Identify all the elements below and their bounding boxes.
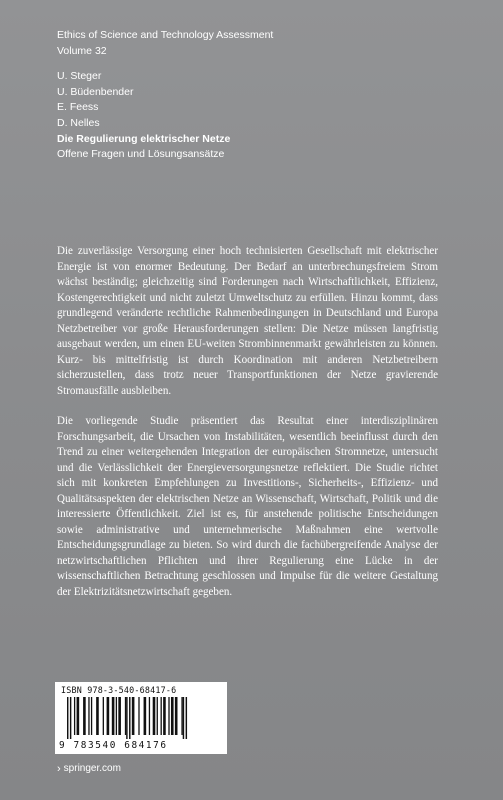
barcode-bar (149, 697, 150, 735)
barcode-bar (116, 697, 117, 735)
isbn-barcode (55, 682, 227, 754)
blurb-paragraph-1: Die zuverlässige Versorgung einer hoch technisierten Gesellschaft mit elektrischer Energie ist von enormer Bedeutung. Der Bedarf an unterbrechungsfreiem Strom wächst beständig; gleichzeitig sind Forderungen nach Wirtschaftlichkeit, Effizienz, Kostengerechtigkeit und nicht zuletzt Umweltschutz zu erfüllen. Hinzu kommt, dass grundlegend veränderte rechtliche Rahmenbedingungen in Deutschland und Europa Netzbetreiber vor große Herausforderungen stellen: Die Netze müssen langfristig ausgebaut werden, um einen EU-weiten Strombinnenmarkt gewährleisten zu können. Kurz- bis mittelfristig ist durch Koordination mit anderen Netzbetreibern sicherzustellen, dass trotz neuer Transportfunktionen der Netze gravierende Stromausfälle ausbleiben. (57, 245, 438, 397)
isbn-label: ISBN 978-3-540-68417-6 (61, 685, 177, 695)
blurb-paragraph-2: Die vorliegende Studie präsentiert das Resultat einer interdisziplinären Forschungsarbeit, die Ursachen von Instabilitäten, wesentlich beeinflusst durch den Trend zu einer weitergehenden Integration der europäischen Stromnetze, untersucht und die Verlässlichkeit der Energieversorgungsnetze reflektiert. Die Studie richtet sich mit konkreten Empfehlungen zu Investitions-, Sicherheits-, Effizienz- und Qualitätsaspekten der elektrischen Netze an Wissenschaft, Wirtschaft, Politik und die interessierte Öffentlichkeit. Ziel ist es, für anstehende politische Entscheidungen sowie administrative und unternehmerische Maßnahmen eine wertvolle Entscheidungsgrundlage zu bieten. So wird durch die fachübergreifende Analyse der netzwirtschaftlichen Pflichten und ihrer Regulierung eine Lücke in der wissenschaftlichen Betrachtung geschlossen und Impulse für die weitere Gestaltung der Elektrizitätsnetzwirtschaft gegeben. (57, 415, 438, 598)
barcode-guard-bar (67, 697, 68, 739)
barcode-bar (132, 697, 135, 735)
ean-digits: 9 783540 684176 (59, 740, 168, 751)
author-4: D. Nelles (57, 116, 100, 129)
barcode-bar (88, 697, 89, 735)
author-1: U. Steger (57, 70, 102, 83)
barcode-bar (91, 697, 92, 735)
chevron-right-icon: › (57, 763, 61, 775)
barcode-bar (83, 697, 86, 735)
barcode-bar (181, 697, 182, 735)
barcode-bar (125, 697, 126, 735)
author-3: E. Feess (57, 101, 99, 114)
barcode-bar (77, 697, 80, 735)
book-title: Die Regulierung elektrischer Netze (57, 132, 231, 145)
barcode-bar (74, 697, 75, 735)
publisher-link[interactable] (57, 763, 121, 775)
barcode-bar (138, 697, 139, 735)
barcode-guard-bar (186, 697, 187, 739)
barcode-bar (168, 697, 169, 735)
barcode-bar (175, 697, 178, 735)
barcode-guard-bar (183, 697, 184, 739)
barcode-bar (157, 697, 158, 735)
barcode-bar (153, 697, 156, 735)
blurb (57, 244, 438, 600)
barcode-bar (118, 697, 121, 735)
book-subtitle: Offene Fragen und Lösungsansätze (57, 148, 225, 161)
barcode-guard-bar (70, 697, 71, 739)
barcode-bar (103, 697, 104, 735)
barcode-bar (144, 697, 147, 735)
series-title: Ethics of Science and Technology Assessment (57, 29, 274, 41)
volume-number: Volume 32 (57, 44, 107, 57)
author-2: U. Büdenbender (57, 85, 134, 98)
barcode-bar (112, 697, 115, 735)
barcode-bar (96, 697, 99, 735)
barcode-bar (163, 697, 166, 735)
barcode-bar (161, 697, 162, 735)
barcode-bars (67, 697, 219, 739)
publisher-url: springer.com (63, 763, 121, 774)
cover-header (57, 28, 457, 163)
barcode-bar (107, 697, 110, 735)
barcode-guard-bar (129, 697, 130, 739)
barcode-bar (171, 697, 174, 735)
barcode-guard-bar (126, 697, 127, 739)
